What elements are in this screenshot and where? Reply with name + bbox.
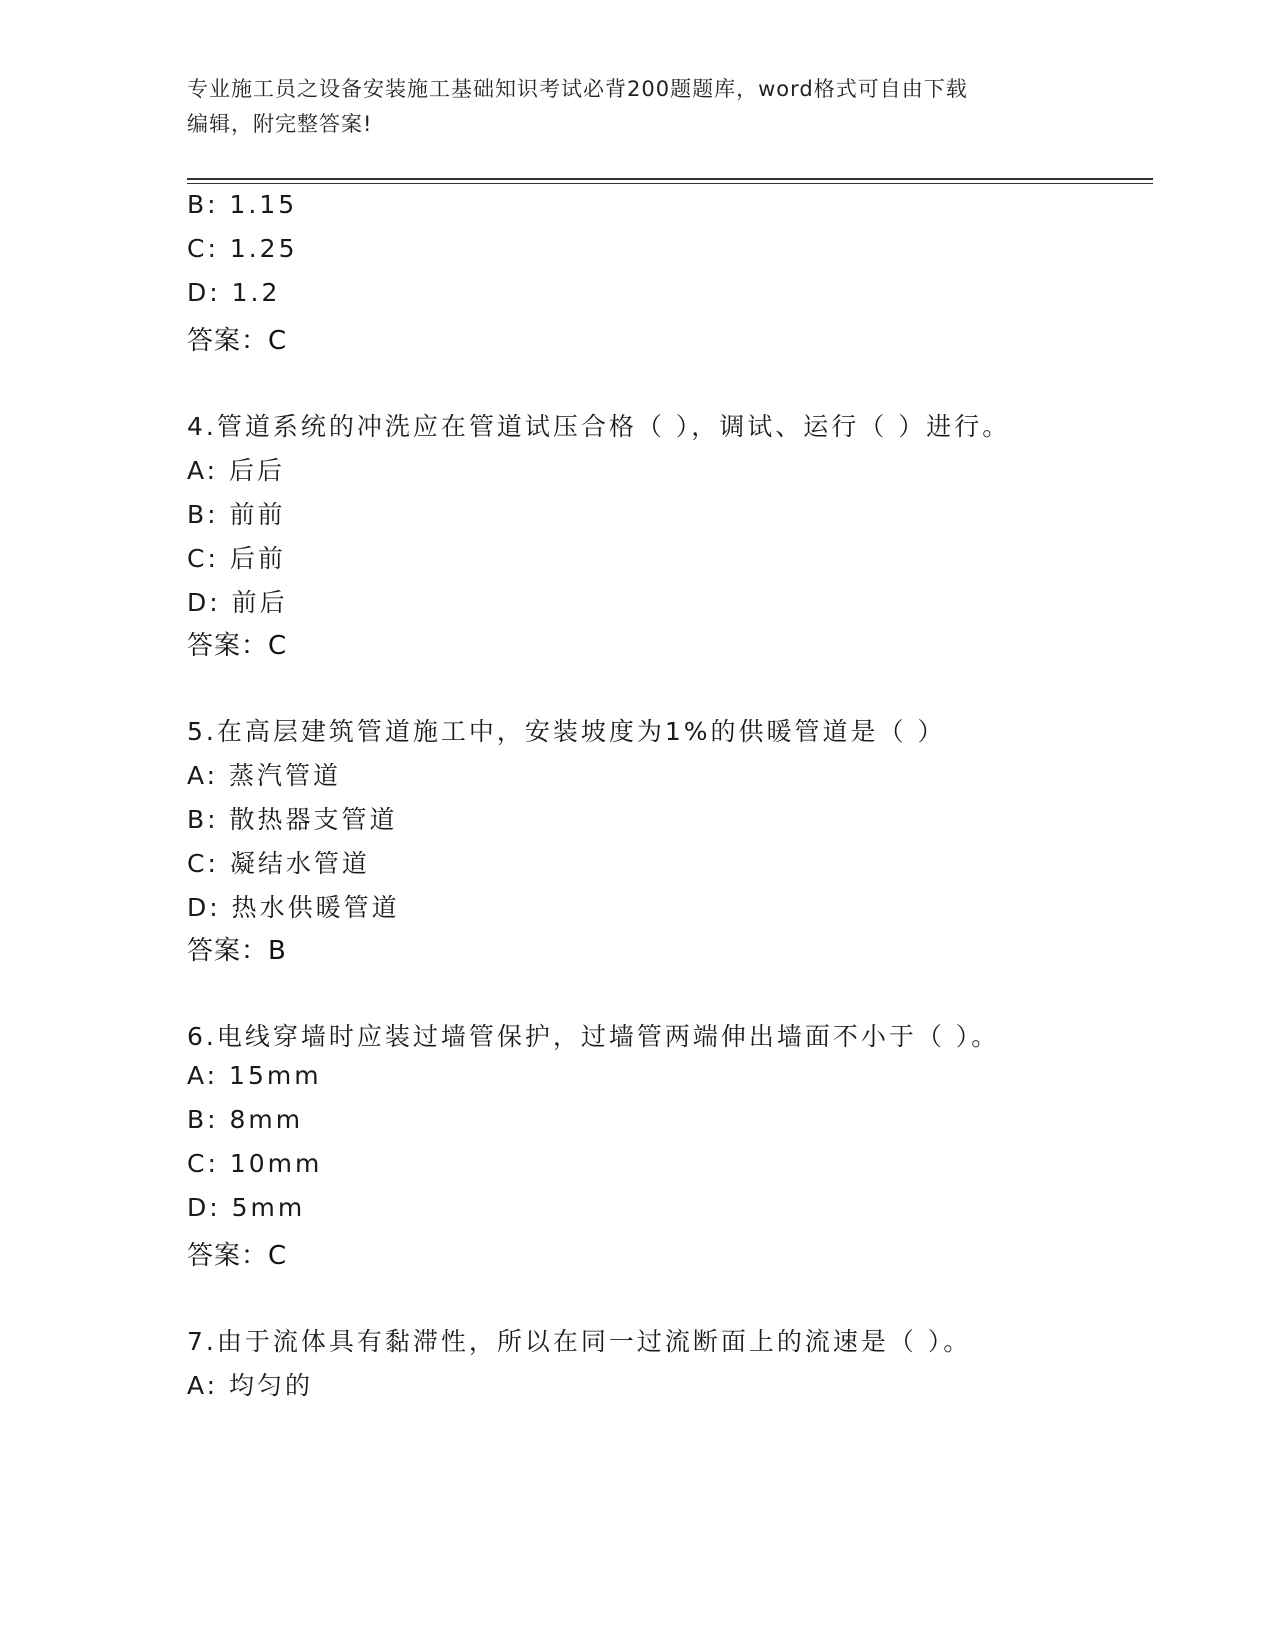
q7-option-a: A: 均匀的 [187, 1371, 314, 1400]
document-header [187, 72, 1087, 142]
q4-option-d: D: 前后 [187, 588, 288, 617]
q5-question: 5.在高层建筑管道施工中，安装坡度为1%的供暖管道是（ ） [187, 717, 946, 746]
q6-question: 6.电线穿墙时应装过墙管保护，过墙管两端伸出墙面不小于（ ）。 [187, 1022, 1000, 1051]
q5-answer: 答案：B [187, 936, 287, 966]
q3-option-c: C: 1.25 [187, 234, 298, 263]
q5-option-c: C: 凝结水管道 [187, 849, 370, 878]
q4-question: 4.管道系统的冲洗应在管道试压合格（ ），调试、运行（ ）进行。 [187, 412, 1011, 441]
header-divider-thick [187, 178, 1153, 180]
q6-option-d: D: 5mm [187, 1193, 306, 1222]
q5-option-d: D: 热水供暖管道 [187, 893, 400, 922]
q3-answer: 答案：C [187, 326, 288, 356]
q5-option-a: A: 蒸汽管道 [187, 761, 342, 790]
q6-option-b: B: 8mm [187, 1105, 304, 1134]
q5-option-b: B: 散热器支管道 [187, 805, 398, 834]
q4-option-b: B: 前前 [187, 500, 286, 529]
header-title-line-2: 编辑，附完整答案! [187, 112, 373, 136]
header-divider-thin [187, 183, 1153, 184]
q6-option-a: A: 15mm [187, 1061, 322, 1090]
q4-option-a: A: 后后 [187, 456, 286, 485]
q3-option-d: D: 1.2 [187, 278, 281, 307]
header-title-line-1: 专业施工员之设备安装施工基础知识考试必背200题题库，word格式可自由下载 [187, 77, 968, 101]
q6-answer: 答案：C [187, 1241, 288, 1271]
q4-answer: 答案：C [187, 631, 288, 661]
q6-option-c: C: 10mm [187, 1149, 323, 1178]
q3-option-b: B: 1.15 [187, 190, 298, 219]
q7-question: 7.由于流体具有黏滞性，所以在同一过流断面上的流速是（ ）。 [187, 1327, 972, 1356]
q4-option-c: C: 后前 [187, 544, 286, 573]
